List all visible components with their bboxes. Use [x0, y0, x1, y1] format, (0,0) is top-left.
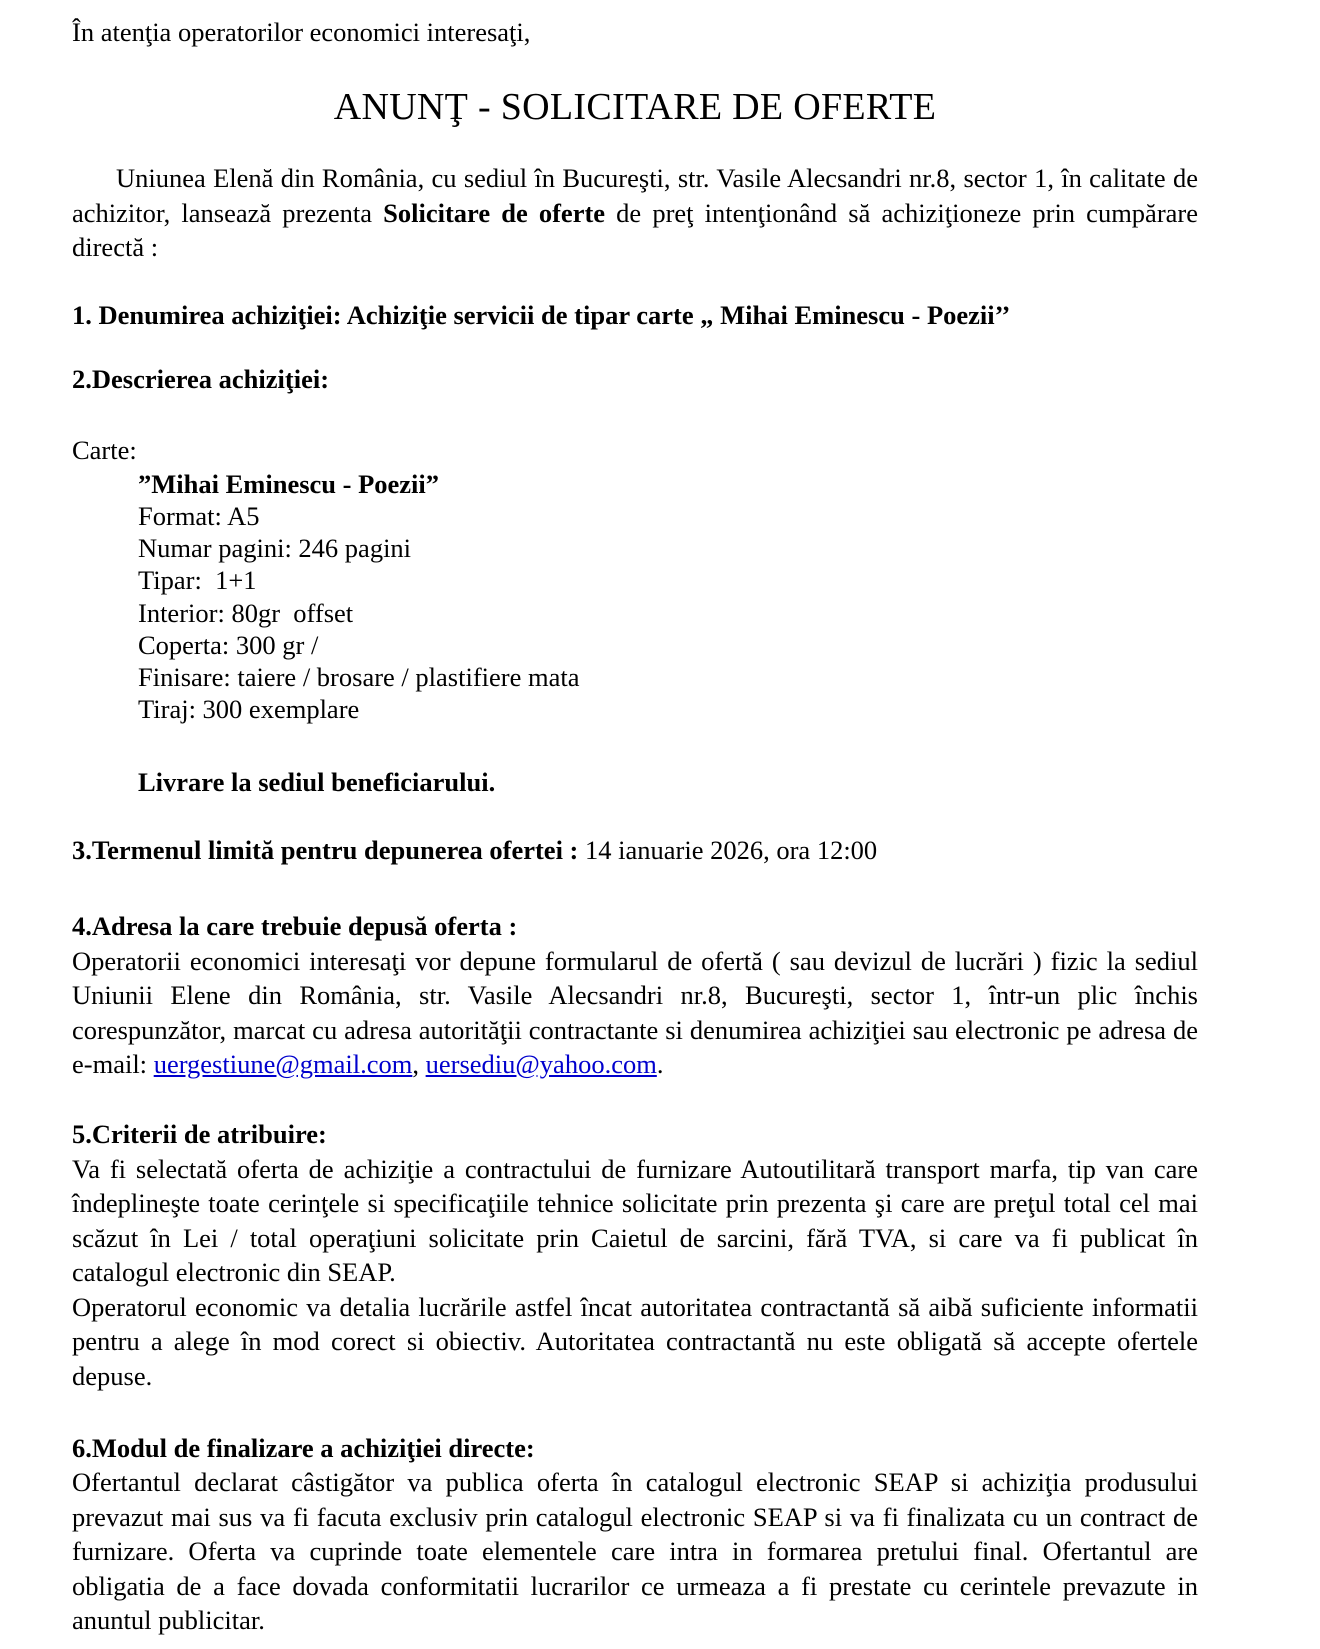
email-link-sediu[interactable]: uersediu@yahoo.com	[425, 1049, 657, 1080]
spec-item-title: ”Mihai Eminescu - Poezii”	[138, 468, 440, 499]
section-3-deadline-value: 14 ianuarie 2026, ora 12:00	[578, 834, 878, 865]
email-separator: ,	[412, 1049, 426, 1080]
spec-item-print: Tipar: 1+1	[138, 565, 257, 596]
section-6-heading: 6.Modul de finalizare a achiziţiei directe:	[72, 1432, 535, 1463]
intro-text-before-bold: Uniunea Elenă din România, cu sediul în Bucureşti, str. Vasile Alecsandri nr.8, sector 1, în calitate de achizitor, lansează prezenta	[72, 163, 1198, 228]
intro-text-after-bold: de preţ intenţionând să achiziţioneze prin cumpărare directă :	[72, 197, 1198, 263]
section-6-paragraph-1: Ofertantul declarat câstigător va publica oferta în catalogul electronic SEAP si achiziţia produsului prevazut mai sus va fi facuta exclusiv prin catalogul electronic SEAP si va fi finalizata cu un contract de furnizare. Oferta va cuprinde toate elementele care intra in formarea pretului final. Ofertantul are obligatia de a face dovada conformitatii lucrarilor ce urmeaza a fi prestate cu cerintele prevazute in anuntul publicitar.	[72, 1467, 1198, 1636]
book-specification-list	[72, 468, 1198, 726]
section-1-heading: 1. Denumirea achiziţiei: Achiziţie servicii de tipar carte „ Mihai Eminescu - Poezii’’	[72, 299, 1011, 330]
section-3-label: 3.Termenul limită pentru depunerea ofertei :	[72, 834, 579, 865]
spec-item-page-count: Numar pagini: 246 pagini	[138, 533, 412, 564]
intro-bold-phrase: Solicitare de oferte	[383, 197, 606, 228]
section-3-heading	[72, 833, 1198, 867]
carte-label: Carte:	[72, 435, 137, 466]
email-link-gestiune[interactable]: uergestiune@gmail.com	[153, 1049, 413, 1080]
spec-item-finishing: Finisare: taiere / brosare / plastifiere mata	[138, 662, 580, 693]
page-title: ANUNŢ - SOLICITARE DE OFERTE	[333, 86, 937, 129]
spec-item-interior: Interior: 80gr offset	[138, 597, 354, 628]
section-4-body-text: Operatorii economici interesaţi vor depune formularul de ofertă ( sau devizul de lucrări ) fizic la sediul Uniunii Elene din România, str. Vasile Alecsandri nr.8, Bucureşti, sector 1, într-un plic închis corespunzător, marcat cu adresa autorităţii contractante si denumirea achiziţiei sau electronic pe adresa de e-mail:	[72, 945, 1198, 1080]
section-5-heading: 5.Criterii de atribuire:	[72, 1119, 327, 1150]
section-2-heading: 2.Descrierea achiziţiei:	[72, 364, 330, 395]
delivery-note: Livrare la sediul beneficiarului.	[138, 767, 496, 798]
section-4-body	[72, 944, 1198, 1082]
spec-item-format: Format: A5	[138, 501, 260, 532]
spec-item-cover: Coperta: 300 gr /	[138, 629, 319, 660]
section-5-paragraph-2: Operatorul economic va detalia lucrările astfel încat autoritatea contractantă să aibă suficiente informatii pentru a alege în mod corect si obiectiv. Autoritatea contractantă nu este obligată să accepte ofertele depuse.	[72, 1291, 1198, 1391]
section-5-paragraph-1: Va fi selectată oferta de achiziţie a contractului de furnizare Autoutilitară transport marfa, tip van care îndeplineşte toate cerinţele si specificaţiile tehnice solicitate prin prezenta şi care are preţul total cel mai scăzut în Lei / total operaţiuni solicitate prin Caietul de sarcini, fără TVA, si care va fi publicat în catalogul electronic din SEAP.	[72, 1153, 1198, 1288]
spec-item-print-run: Tiraj: 300 exemplare	[138, 694, 360, 725]
addressee-line: În atenţia operatorilor economici interesaţi,	[72, 17, 531, 47]
section-4-body-end: .	[656, 1049, 664, 1080]
section-4-heading: 4.Adresa la care trebuie depusă oferta :	[72, 911, 518, 942]
intro-paragraph	[72, 161, 1198, 264]
